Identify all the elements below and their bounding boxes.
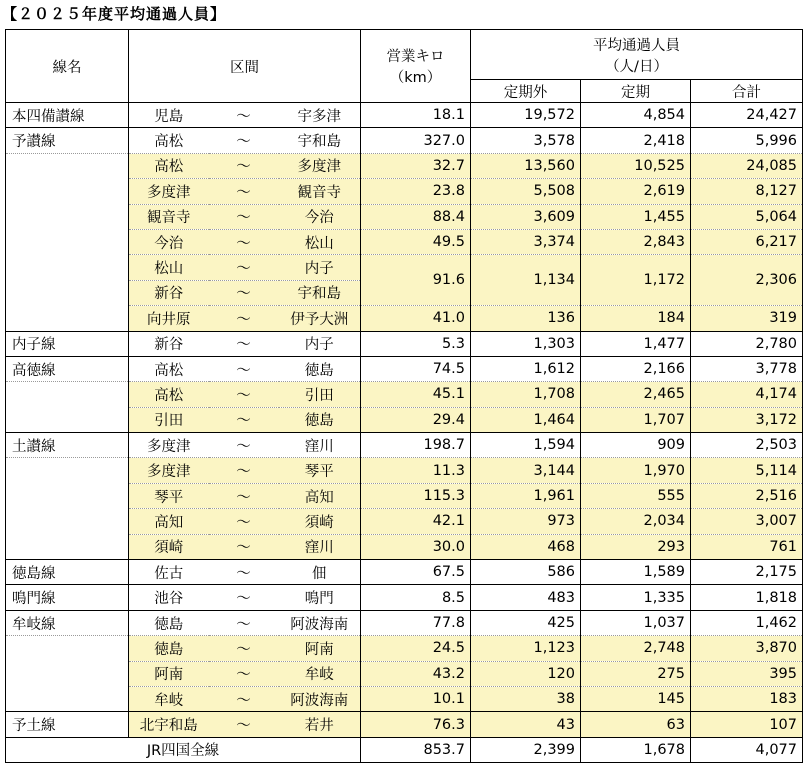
section-from: 高知 <box>129 509 209 534</box>
section-from: 多度津 <box>129 179 209 204</box>
km-value: 198.7 <box>361 433 471 458</box>
total-non-commuter: 2,399 <box>471 737 581 762</box>
section-tilde: ～ <box>209 103 279 128</box>
ridership-table <box>5 29 803 763</box>
section-tilde: ～ <box>209 280 279 305</box>
commuter-value: 2,034 <box>581 509 691 534</box>
table-row <box>6 433 803 458</box>
commuter-value: 4,854 <box>581 103 691 128</box>
total-value: 319 <box>691 306 803 331</box>
line-name <box>6 509 129 534</box>
section-tilde: ～ <box>209 229 279 254</box>
line-name <box>6 661 129 686</box>
section-tilde: ～ <box>209 153 279 178</box>
section-from: 観音寺 <box>129 204 209 229</box>
km-value: 24.5 <box>361 636 471 661</box>
section-to: 阿波海南 <box>279 686 361 711</box>
section-tilde: ～ <box>209 331 279 356</box>
total-km: 853.7 <box>361 737 471 762</box>
km-value: 115.3 <box>361 483 471 508</box>
non-commuter-value: 483 <box>471 585 581 610</box>
table-row <box>6 636 803 661</box>
non-commuter-value: 5,508 <box>471 179 581 204</box>
section-tilde: ～ <box>209 610 279 635</box>
total-label: JR四国全線 <box>6 737 361 762</box>
non-commuter-value: 1,961 <box>471 483 581 508</box>
section-from: 向井原 <box>129 306 209 331</box>
total-value: 2,306 <box>691 255 803 306</box>
line-name: 牟岐線 <box>6 610 129 635</box>
commuter-value: 293 <box>581 534 691 559</box>
km-value: 32.7 <box>361 153 471 178</box>
total-value: 3,172 <box>691 407 803 432</box>
commuter-value: 275 <box>581 661 691 686</box>
non-commuter-value: 3,609 <box>471 204 581 229</box>
section-to: 阿南 <box>279 636 361 661</box>
section-from: 池谷 <box>129 585 209 610</box>
non-commuter-value: 13,560 <box>471 153 581 178</box>
non-commuter-value: 1,303 <box>471 331 581 356</box>
section-to: 阿波海南 <box>279 610 361 635</box>
non-commuter-value: 19,572 <box>471 103 581 128</box>
km-value: 5.3 <box>361 331 471 356</box>
total-value: 5,064 <box>691 204 803 229</box>
line-name <box>6 280 129 305</box>
table-row <box>6 229 803 254</box>
section-tilde: ～ <box>209 560 279 585</box>
table-row <box>6 560 803 585</box>
line-name <box>6 204 129 229</box>
section-tilde: ～ <box>209 382 279 407</box>
line-name <box>6 179 129 204</box>
section-from: 高松 <box>129 382 209 407</box>
total-value: 1,818 <box>691 585 803 610</box>
non-commuter-value: 1,464 <box>471 407 581 432</box>
section-tilde: ～ <box>209 356 279 381</box>
section-tilde: ～ <box>209 179 279 204</box>
section-to: 内子 <box>279 255 361 280</box>
commuter-value: 2,843 <box>581 229 691 254</box>
commuter-value: 10,525 <box>581 153 691 178</box>
commuter-value: 1,335 <box>581 585 691 610</box>
section-tilde: ～ <box>209 407 279 432</box>
section-from: 須崎 <box>129 534 209 559</box>
line-name: 鳴門線 <box>6 585 129 610</box>
km-value: 91.6 <box>361 255 471 306</box>
section-to: 宇多津 <box>279 103 361 128</box>
non-commuter-value: 3,374 <box>471 229 581 254</box>
total-value: 5,114 <box>691 458 803 483</box>
total-value: 2,780 <box>691 331 803 356</box>
section-from: 北宇和島 <box>129 712 209 737</box>
section-tilde: ～ <box>209 483 279 508</box>
header-section: 区間 <box>129 30 361 103</box>
total-value: 761 <box>691 534 803 559</box>
line-name <box>6 534 129 559</box>
commuter-value: 909 <box>581 433 691 458</box>
km-value: 11.3 <box>361 458 471 483</box>
section-tilde: ～ <box>209 204 279 229</box>
line-name: 予讃線 <box>6 128 129 153</box>
line-name: 高徳線 <box>6 356 129 381</box>
section-to: 窪川 <box>279 534 361 559</box>
line-name: 内子線 <box>6 331 129 356</box>
km-value: 49.5 <box>361 229 471 254</box>
table-row <box>6 255 803 280</box>
non-commuter-value: 973 <box>471 509 581 534</box>
km-value: 74.5 <box>361 356 471 381</box>
section-tilde: ～ <box>209 585 279 610</box>
section-from: 今治 <box>129 229 209 254</box>
header-km <box>361 30 471 103</box>
line-name <box>6 153 129 178</box>
section-from: 松山 <box>129 255 209 280</box>
table-row <box>6 407 803 432</box>
table-body <box>6 103 803 738</box>
non-commuter-value: 468 <box>471 534 581 559</box>
section-tilde: ～ <box>209 458 279 483</box>
table-row <box>6 686 803 711</box>
table-row <box>6 103 803 128</box>
total-value: 1,462 <box>691 610 803 635</box>
line-name: 徳島線 <box>6 560 129 585</box>
total-value: 107 <box>691 712 803 737</box>
km-value: 77.8 <box>361 610 471 635</box>
section-from: 新谷 <box>129 331 209 356</box>
line-name <box>6 483 129 508</box>
line-name <box>6 306 129 331</box>
section-to: 徳島 <box>279 356 361 381</box>
section-tilde: ～ <box>209 433 279 458</box>
section-tilde: ～ <box>209 534 279 559</box>
header-non-commuter: 定期外 <box>471 80 581 103</box>
page-title: 【２０２５年度平均通過人員】 <box>2 5 227 23</box>
total-value: 8,127 <box>691 179 803 204</box>
km-value: 45.1 <box>361 382 471 407</box>
table-row <box>6 712 803 737</box>
table-row <box>6 483 803 508</box>
section-tilde: ～ <box>209 128 279 153</box>
non-commuter-value: 1,134 <box>471 255 581 306</box>
non-commuter-value: 425 <box>471 610 581 635</box>
section-from: 多度津 <box>129 458 209 483</box>
section-tilde: ～ <box>209 712 279 737</box>
non-commuter-value: 1,123 <box>471 636 581 661</box>
section-from: 多度津 <box>129 433 209 458</box>
commuter-value: 1,037 <box>581 610 691 635</box>
table-row <box>6 356 803 381</box>
total-value: 4,174 <box>691 382 803 407</box>
total-value: 2,516 <box>691 483 803 508</box>
commuter-value: 145 <box>581 686 691 711</box>
header-ridership <box>471 30 803 80</box>
section-tilde: ～ <box>209 306 279 331</box>
section-from: 引田 <box>129 407 209 432</box>
line-name: 予土線 <box>6 712 129 737</box>
line-name <box>6 458 129 483</box>
table-header <box>6 30 803 103</box>
section-to: 宇和島 <box>279 280 361 305</box>
table-row <box>6 153 803 178</box>
table-row <box>6 458 803 483</box>
km-value: 42.1 <box>361 509 471 534</box>
section-to: 松山 <box>279 229 361 254</box>
table-row <box>6 585 803 610</box>
section-from: 徳島 <box>129 610 209 635</box>
line-name <box>6 229 129 254</box>
header-total: 合計 <box>691 80 803 103</box>
section-to: 須崎 <box>279 509 361 534</box>
section-tilde: ～ <box>209 255 279 280</box>
commuter-value: 1,172 <box>581 255 691 306</box>
table-row <box>6 204 803 229</box>
section-from: 高松 <box>129 128 209 153</box>
table-row <box>6 179 803 204</box>
section-to: 宇和島 <box>279 128 361 153</box>
km-value: 18.1 <box>361 103 471 128</box>
section-to: 琴平 <box>279 458 361 483</box>
non-commuter-value: 586 <box>471 560 581 585</box>
non-commuter-value: 136 <box>471 306 581 331</box>
header-ridership-unit: （人/日） <box>605 58 668 75</box>
non-commuter-value: 3,578 <box>471 128 581 153</box>
commuter-value: 63 <box>581 712 691 737</box>
non-commuter-value: 3,144 <box>471 458 581 483</box>
section-from: 阿南 <box>129 661 209 686</box>
table-row <box>6 128 803 153</box>
header-ridership-label: 平均通過人員 <box>593 37 680 54</box>
header-km-label: 営業キロ <box>386 49 445 65</box>
commuter-value: 2,166 <box>581 356 691 381</box>
km-value: 88.4 <box>361 204 471 229</box>
line-name: 土讃線 <box>6 433 129 458</box>
section-to: 今治 <box>279 204 361 229</box>
header-line: 線名 <box>6 30 129 103</box>
section-from: 高松 <box>129 356 209 381</box>
table-row <box>6 610 803 635</box>
commuter-value: 1,589 <box>581 560 691 585</box>
section-tilde: ～ <box>209 661 279 686</box>
section-to: 鳴門 <box>279 585 361 610</box>
section-to: 徳島 <box>279 407 361 432</box>
commuter-value: 184 <box>581 306 691 331</box>
table-row <box>6 661 803 686</box>
table-row <box>6 331 803 356</box>
line-name: 本四備讃線 <box>6 103 129 128</box>
section-tilde: ～ <box>209 509 279 534</box>
section-to: 高知 <box>279 483 361 508</box>
section-to: 内子 <box>279 331 361 356</box>
total-value: 24,085 <box>691 153 803 178</box>
total-value: 3,870 <box>691 636 803 661</box>
section-from: 児島 <box>129 103 209 128</box>
table-row <box>6 534 803 559</box>
table-row <box>6 509 803 534</box>
total-total: 4,077 <box>691 737 803 762</box>
commuter-value: 1,707 <box>581 407 691 432</box>
total-commuter: 1,678 <box>581 737 691 762</box>
section-to: 若井 <box>279 712 361 737</box>
km-value: 10.1 <box>361 686 471 711</box>
non-commuter-value: 120 <box>471 661 581 686</box>
section-from: 琴平 <box>129 483 209 508</box>
section-tilde: ～ <box>209 636 279 661</box>
commuter-value: 2,465 <box>581 382 691 407</box>
km-value: 327.0 <box>361 128 471 153</box>
km-value: 67.5 <box>361 560 471 585</box>
non-commuter-value: 43 <box>471 712 581 737</box>
section-to: 観音寺 <box>279 179 361 204</box>
km-value: 23.8 <box>361 179 471 204</box>
total-value: 3,007 <box>691 509 803 534</box>
non-commuter-value: 1,594 <box>471 433 581 458</box>
non-commuter-value: 38 <box>471 686 581 711</box>
line-name <box>6 407 129 432</box>
line-name <box>6 382 129 407</box>
total-value: 6,217 <box>691 229 803 254</box>
section-from: 高松 <box>129 153 209 178</box>
section-from: 徳島 <box>129 636 209 661</box>
section-from: 佐古 <box>129 560 209 585</box>
line-name <box>6 255 129 280</box>
line-name <box>6 636 129 661</box>
km-value: 43.2 <box>361 661 471 686</box>
total-value: 5,996 <box>691 128 803 153</box>
table-row <box>6 306 803 331</box>
section-to: 多度津 <box>279 153 361 178</box>
total-row <box>6 737 803 762</box>
total-value: 3,778 <box>691 356 803 381</box>
km-value: 30.0 <box>361 534 471 559</box>
total-value: 24,427 <box>691 103 803 128</box>
total-value: 2,175 <box>691 560 803 585</box>
non-commuter-value: 1,708 <box>471 382 581 407</box>
section-to: 牟岐 <box>279 661 361 686</box>
km-value: 8.5 <box>361 585 471 610</box>
header-commuter: 定期 <box>581 80 691 103</box>
section-from: 新谷 <box>129 280 209 305</box>
km-value: 41.0 <box>361 306 471 331</box>
commuter-value: 2,748 <box>581 636 691 661</box>
line-name <box>6 686 129 711</box>
commuter-value: 555 <box>581 483 691 508</box>
section-to: 伊予大洲 <box>279 306 361 331</box>
commuter-value: 1,455 <box>581 204 691 229</box>
commuter-value: 1,970 <box>581 458 691 483</box>
km-value: 76.3 <box>361 712 471 737</box>
header-km-unit: （km） <box>389 70 442 86</box>
section-to: 窪川 <box>279 433 361 458</box>
km-value: 29.4 <box>361 407 471 432</box>
total-value: 183 <box>691 686 803 711</box>
section-to: 佃 <box>279 560 361 585</box>
section-tilde: ～ <box>209 686 279 711</box>
table-footer <box>6 737 803 762</box>
section-to: 引田 <box>279 382 361 407</box>
total-value: 2,503 <box>691 433 803 458</box>
commuter-value: 1,477 <box>581 331 691 356</box>
table-row <box>6 382 803 407</box>
commuter-value: 2,418 <box>581 128 691 153</box>
total-value: 395 <box>691 661 803 686</box>
non-commuter-value: 1,612 <box>471 356 581 381</box>
commuter-value: 2,619 <box>581 179 691 204</box>
section-from: 牟岐 <box>129 686 209 711</box>
